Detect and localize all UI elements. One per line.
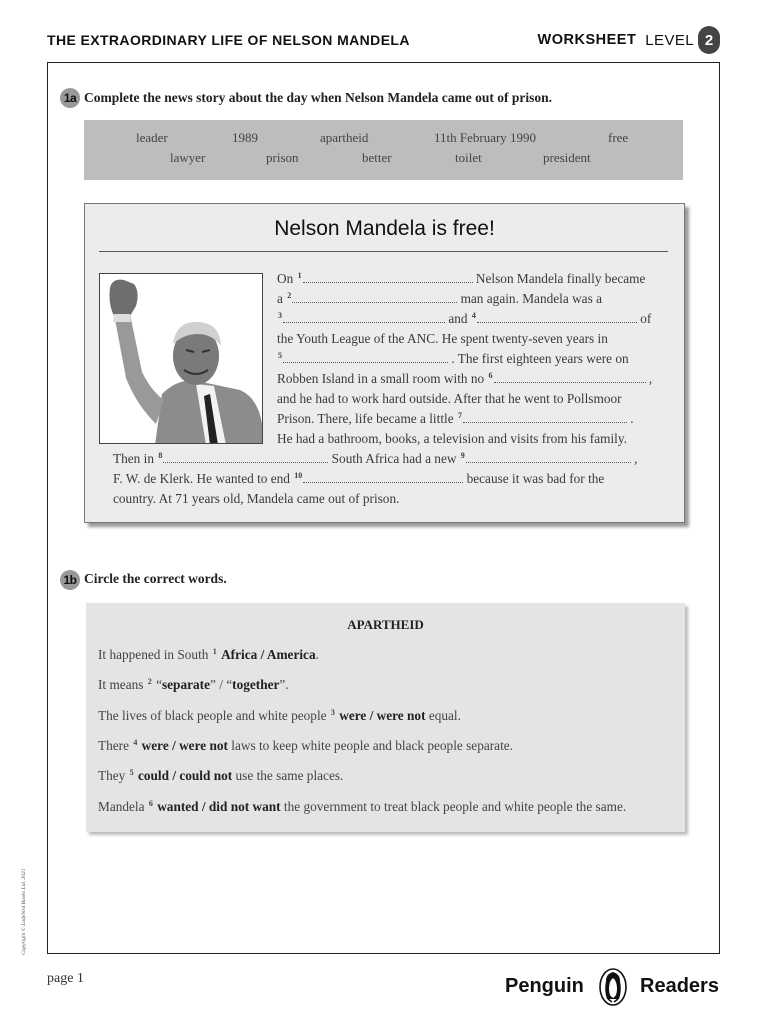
- gap-number: 9: [460, 451, 465, 460]
- brand-readers: Readers: [640, 975, 719, 997]
- sentence-text: use the same places.: [235, 768, 344, 783]
- word-bank-item: better: [362, 150, 392, 165]
- item-number: 3: [330, 708, 335, 717]
- answer-blank-8[interactable]: [163, 452, 328, 463]
- sentence-text: The lives of black people and white people: [98, 708, 327, 723]
- worksheet-title: THE EXTRAORDINARY LIFE OF NELSON MANDELA: [47, 32, 410, 48]
- sentence-text: They: [98, 768, 126, 783]
- story-text: ,: [648, 371, 653, 386]
- story-text: because it was bad for the: [466, 471, 605, 486]
- story-text: Prison. There, life became a little: [277, 411, 454, 426]
- choice-word[interactable]: together: [232, 677, 280, 692]
- item-number: 1: [212, 647, 217, 656]
- level-number-badge: 2: [698, 26, 720, 54]
- story-text: .: [630, 411, 634, 426]
- answer-blank-5[interactable]: [283, 352, 448, 363]
- item-number: 2: [147, 677, 152, 686]
- story-line: [277, 371, 652, 387]
- story-line: [277, 411, 634, 427]
- sentence-text: Mandela: [98, 799, 145, 814]
- story-line: [277, 291, 602, 307]
- quote-mark: “: [156, 677, 162, 692]
- gap-number: 6: [488, 371, 493, 380]
- story-text: ,: [634, 451, 638, 466]
- gap-number: 3: [278, 311, 282, 320]
- story-text: man again. Mandela was a: [460, 291, 602, 306]
- story-line: [277, 271, 645, 287]
- sentence-text: equal.: [428, 708, 461, 723]
- sentence-text: laws to keep white people and black people separate.: [231, 738, 513, 753]
- sentence-1: [98, 647, 319, 663]
- gap-number: 4: [471, 311, 476, 320]
- answer-blank-9[interactable]: [466, 452, 631, 463]
- level-label: LEVEL: [645, 31, 694, 49]
- gap-number: 1: [297, 271, 302, 280]
- story-line: [113, 471, 604, 487]
- answer-blank-6[interactable]: [494, 372, 646, 383]
- choice-words[interactable]: were / were not: [339, 708, 426, 723]
- story-text: South Africa had a new: [331, 451, 457, 466]
- choice-word[interactable]: separate: [161, 677, 210, 692]
- worksheet-label: WORKSHEET: [537, 32, 637, 48]
- item-number: 4: [133, 738, 138, 747]
- word-bank-item: 11th February 1990: [434, 130, 537, 145]
- sentence-6: [98, 799, 626, 815]
- sentence-text: the government to treat black people and white people the same.: [283, 799, 627, 814]
- mandela-photo: [99, 273, 263, 444]
- brand-penguin: Penguin: [505, 975, 584, 997]
- word-bank-item: president: [543, 150, 591, 165]
- news-headline: Nelson Mandela is free!: [274, 217, 495, 240]
- story-line: [113, 451, 637, 467]
- word-bank-item: prison: [266, 150, 299, 165]
- story-text: a: [277, 291, 283, 306]
- word-bank-item: free: [608, 130, 629, 145]
- exercise-badge-1a: 1a: [60, 88, 80, 108]
- gap-number: 5: [278, 351, 282, 360]
- answer-blank-1[interactable]: [303, 272, 473, 283]
- answer-blank-2[interactable]: [292, 292, 457, 303]
- quote-mark: ” / “: [209, 677, 233, 692]
- sentence-text: It means: [98, 677, 144, 692]
- gap-number: 2: [287, 291, 292, 300]
- word-bank-item: toilet: [455, 150, 482, 165]
- choice-words[interactable]: could / could not: [137, 768, 233, 783]
- gap-number: 8: [158, 451, 163, 460]
- penguin-logo-icon: [598, 967, 628, 1007]
- quote-mark: ”.: [279, 677, 289, 692]
- sentence-text: It happened in South: [98, 647, 209, 662]
- item-number: 5: [129, 768, 134, 777]
- story-line: the Youth League of the ANC. He spent twenty-seven years in: [277, 331, 608, 346]
- choice-words[interactable]: were / were not: [141, 738, 228, 753]
- exercise-1a-instruction: Complete the news story about the day when Nelson Mandela came out of prison.: [84, 90, 552, 105]
- gap-number: 10: [294, 471, 303, 480]
- story-line: [277, 311, 651, 327]
- story-text: F. W. de Klerk. He wanted to end: [113, 471, 290, 486]
- sentence-2: [98, 677, 289, 693]
- page-number: page 1: [47, 971, 84, 986]
- word-bank-item: 1989: [232, 130, 258, 145]
- copyright-notice: Copyright © Ladybird Books Ltd, 2021: [21, 868, 27, 955]
- answer-blank-3[interactable]: [283, 312, 445, 323]
- choice-words[interactable]: wanted / did not want: [157, 799, 281, 814]
- sentence-text: There: [98, 738, 130, 753]
- word-bank-item: apartheid: [320, 130, 369, 145]
- story-text: On: [277, 271, 294, 286]
- headline-divider: [99, 251, 668, 252]
- story-line: and he had to work hard outside. After that he went to Pollsmoor: [277, 391, 622, 406]
- story-text: of: [640, 311, 652, 326]
- sentence-3: [98, 708, 461, 724]
- sentence-5: [98, 768, 343, 784]
- apartheid-box: [86, 603, 685, 832]
- story-line: He had a bathroom, books, a television and visits from his family.: [277, 431, 627, 446]
- item-number: 6: [148, 799, 153, 808]
- sentence-4: [98, 738, 513, 754]
- answer-blank-4[interactable]: [477, 312, 637, 323]
- news-story-box: [84, 203, 685, 523]
- story-text: . The first eighteen years were on: [451, 351, 629, 366]
- sentence-text: .: [315, 647, 319, 662]
- word-bank: [84, 120, 683, 180]
- story-text: Then in: [113, 451, 154, 466]
- mandela-illustration: [100, 274, 263, 444]
- exercise-badge-1b: 1b: [60, 570, 80, 590]
- word-bank-item: lawyer: [170, 150, 206, 165]
- story-text: Robben Island in a small room with no: [277, 371, 485, 386]
- answer-blank-7[interactable]: [463, 412, 627, 423]
- word-bank-item: leader: [136, 130, 168, 145]
- choice-words[interactable]: Africa / America: [221, 647, 316, 662]
- worksheet-level: [538, 26, 720, 54]
- answer-blank-10[interactable]: [303, 472, 463, 483]
- apartheid-heading: APARTHEID: [347, 617, 424, 632]
- exercise-1b-instruction: Circle the correct words.: [84, 571, 227, 586]
- gap-number: 7: [457, 411, 462, 420]
- story-line: [277, 351, 629, 367]
- story-text: Nelson Mandela finally became: [475, 271, 646, 286]
- story-text: and: [448, 311, 468, 326]
- story-line: country. At 71 years old, Mandela came out of prison.: [113, 491, 400, 506]
